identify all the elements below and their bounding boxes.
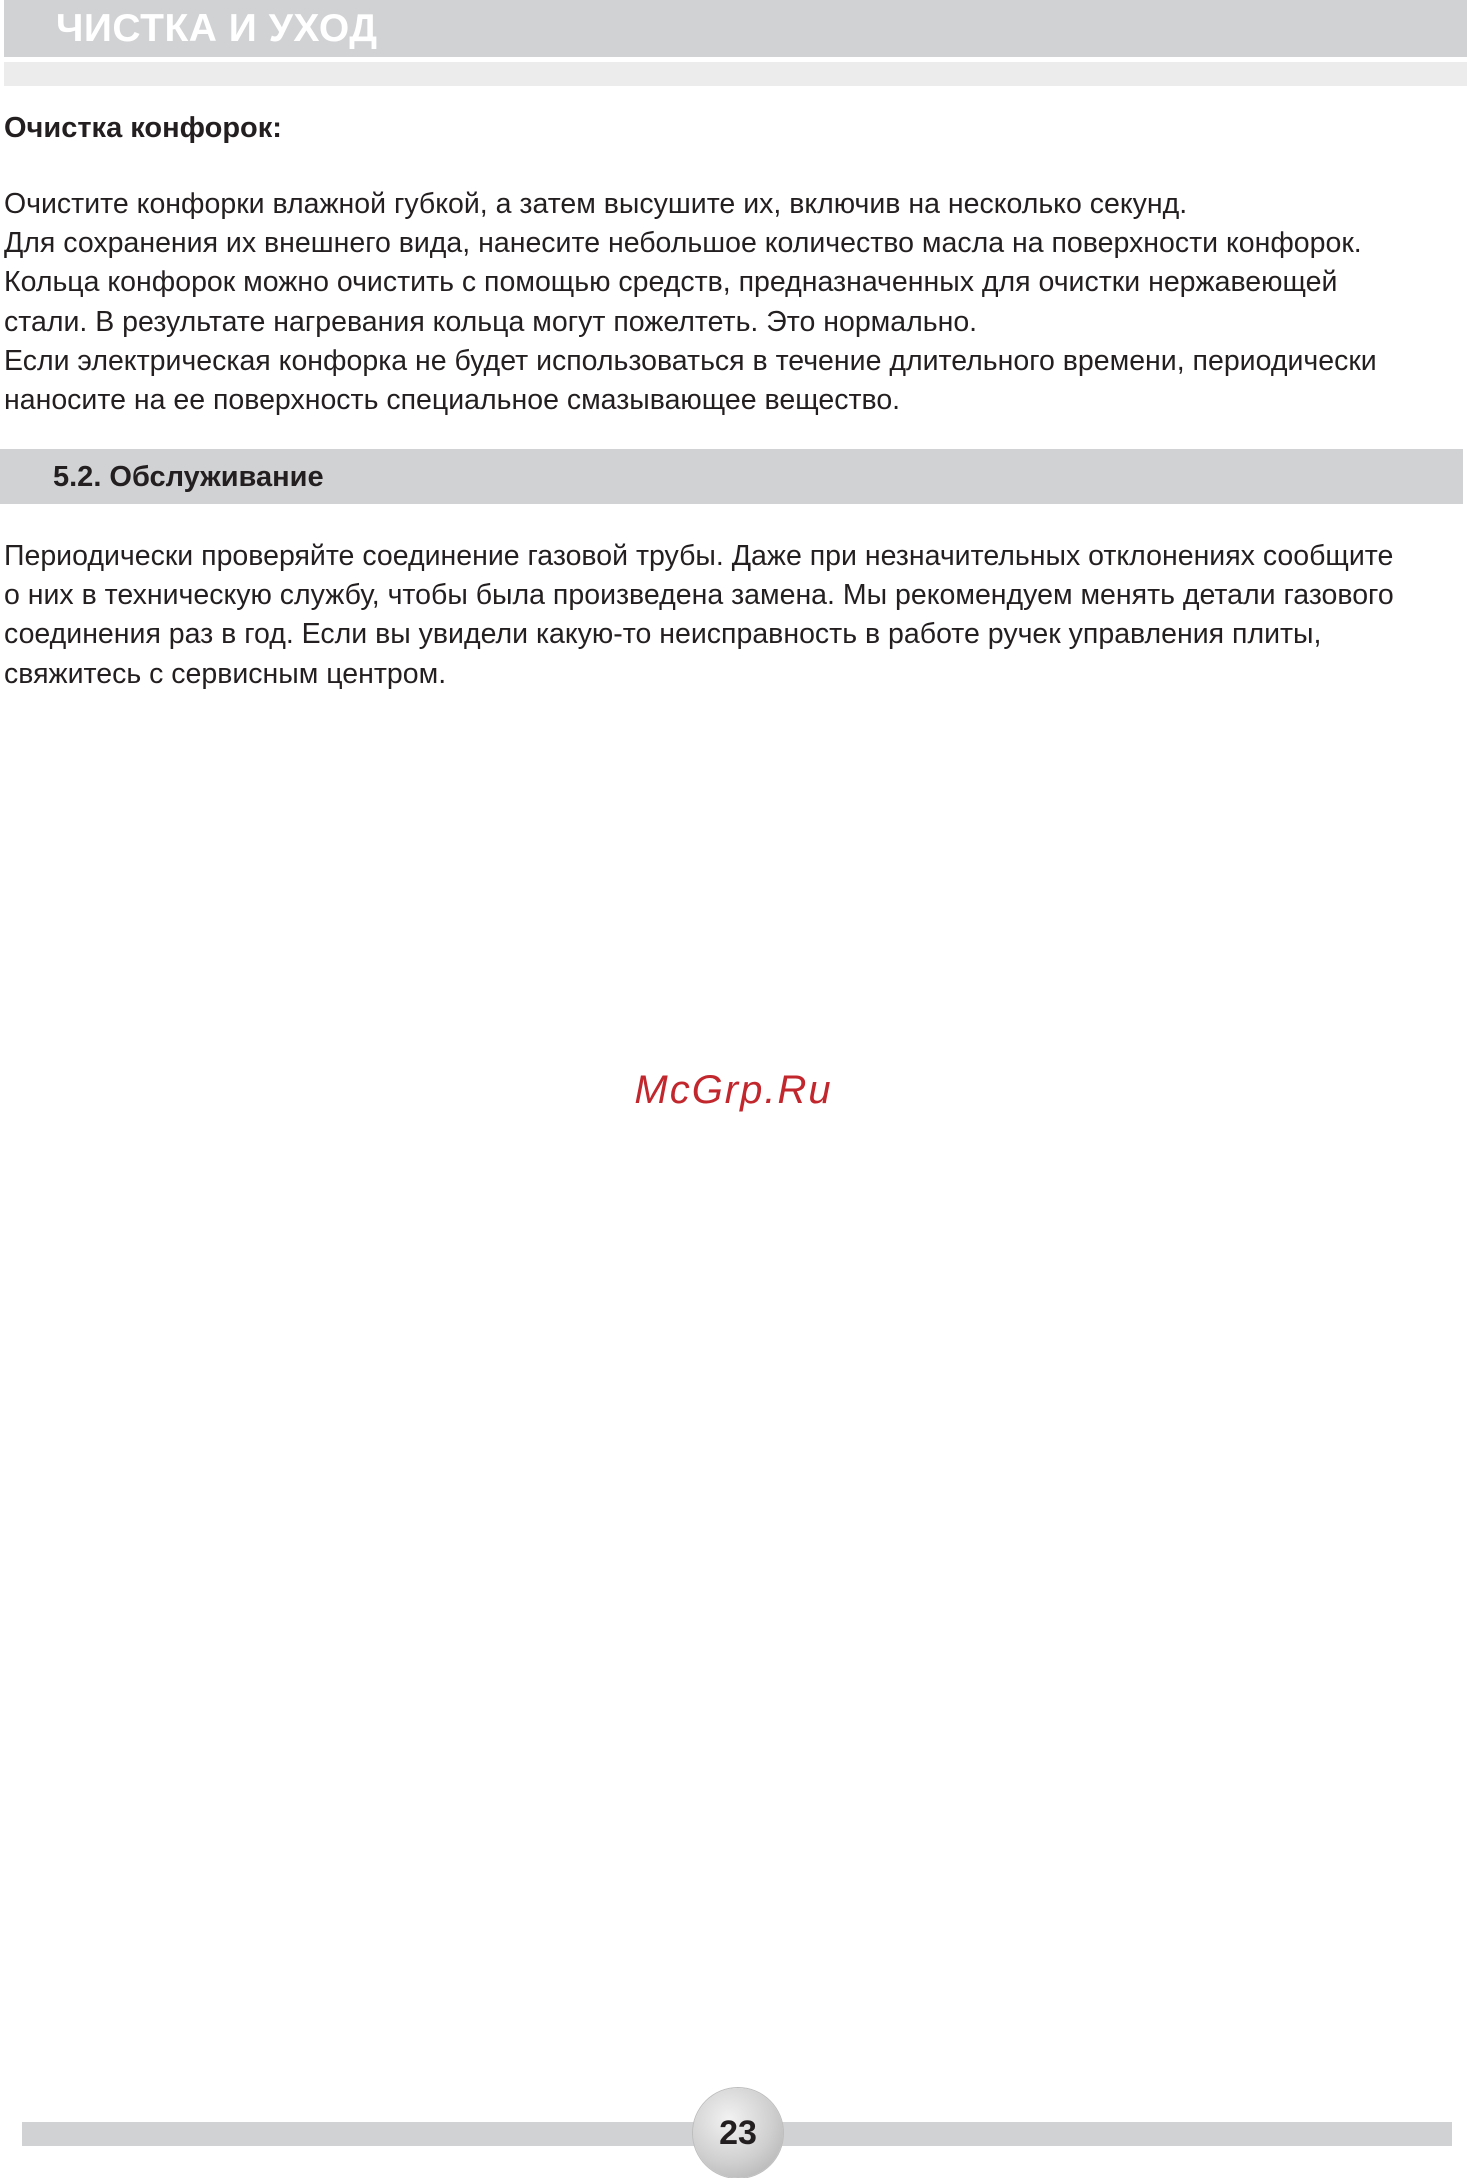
text-line: Для сохранения их внешнего вида, нанесите небольшое количество масла на поверхности конфорок. [4, 227, 1362, 260]
text-line: свяжитесь с сервисным центром. [4, 657, 447, 690]
page-number: 23 [719, 2114, 757, 2152]
maintenance-paragraph [4, 537, 1454, 694]
text-line: Периодически проверяйте соединение газовой трубы. Даже при незначительных отклонениях сообщите [4, 540, 1394, 572]
header-bar [4, 0, 1467, 57]
section-title: 5.2. Обслуживание [53, 461, 324, 493]
text-line: соединения раз в год. Если вы увидели какую-то неисправность в работе ручек управления плиты, [4, 618, 1322, 651]
header-underline [4, 62, 1467, 86]
page-number-badge [693, 2088, 783, 2178]
text-line: Если электрическая конфорка не будет использоваться в течение длительного времени, периодически [4, 344, 1377, 377]
watermark: McGrp.Ru [634, 1068, 833, 1112]
text-line: наносите на ее поверхность специальное смазывающее вещество. [4, 384, 901, 417]
cleaning-paragraph [4, 185, 1454, 420]
section-header-bar [0, 449, 1463, 504]
text-line: о них в техническую службу, чтобы была произведена замена. Мы рекомендуем менять детали газового [4, 579, 1394, 612]
page-title: ЧИСТКА И УХОД [56, 7, 378, 50]
text-line: стали. В результате нагревания кольца могут пожелтеть. Это нормально. [4, 305, 978, 338]
cleaning-subheading: Очистка конфорок: [4, 112, 282, 144]
text-line: Кольца конфорок можно очистить с помощью средств, предназначенных для очистки нержавеющей [4, 266, 1338, 299]
text-line: Очистите конфорки влажной губкой, а затем высушите их, включив на несколько секунд. [4, 188, 1188, 220]
